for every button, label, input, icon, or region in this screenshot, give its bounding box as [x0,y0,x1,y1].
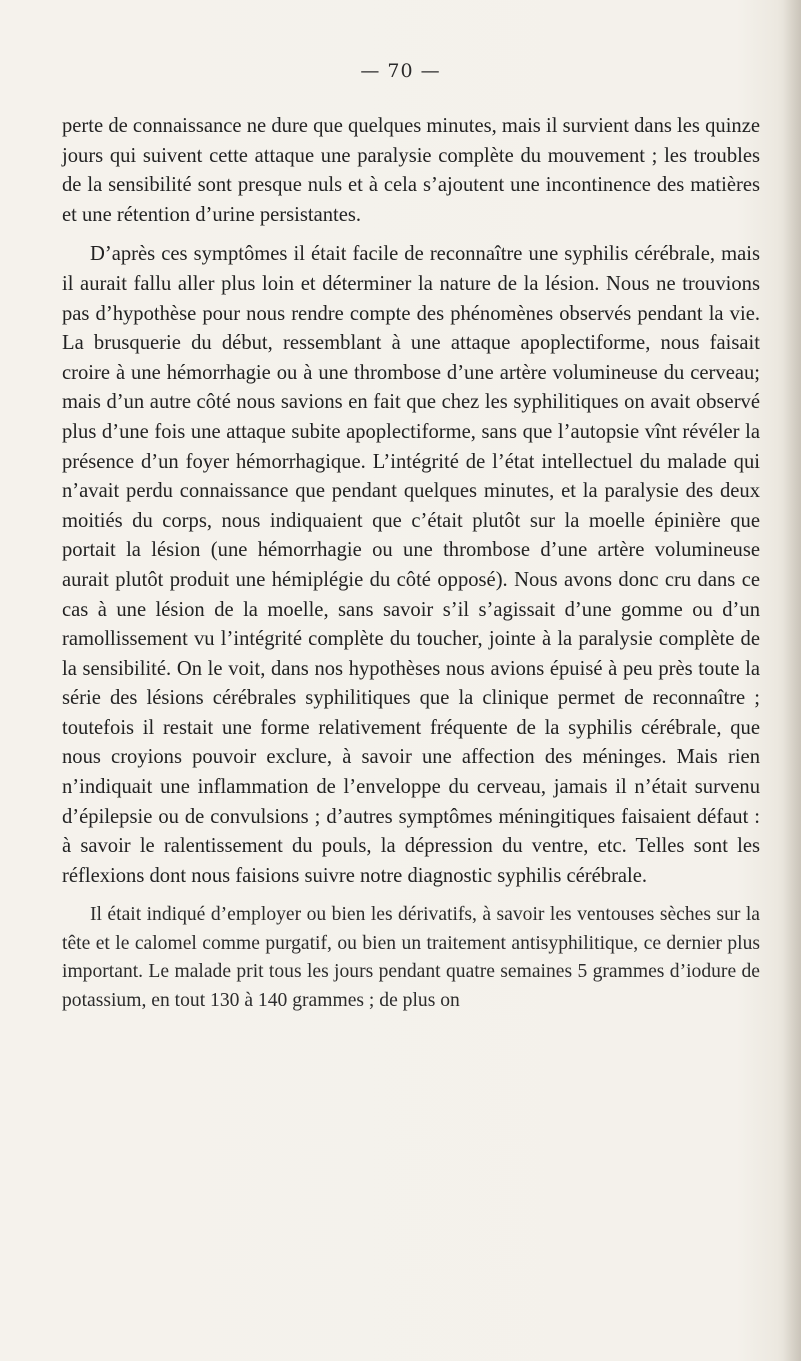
paragraph-1: perte de connaissance ne dure que quelques minutes, mais il survient dans les quinze jours qui suivent cette attaque une paralysie complète du mouvement ; les troubles de la sensibilité sont presque nuls et à cela s’ajoutent une incontinence des matières et une rétention d’urine persistantes. [62,115,760,226]
page-edge-shadow [783,0,801,1361]
paragraph-3: Il était indiqué d’employer ou bien les dérivatifs, à savoir les ventouses sèches sur la tête et le calomel comme purgatif, ou bien un traitement antisyphilitique, ce dernier plus important. Le malade prit tous les jours pendant quatre semaines 5 grammes d’iodure de potassium, en tout 130 à 140 grammes ; de plus on [62,904,760,1011]
body-text [62,112,760,1015]
page-number: — 70 — [360,60,441,82]
paragraph-2: D’après ces symptômes il était facile de reconnaître une syphilis cérébrale, mais il aurait fallu aller plus loin et déterminer la nature de la lésion. Nous ne trouvions pas d’hypothèse pour nous rendre compte des phénomènes observés pendant la vie. La brusquerie du début, ressemblant à une attaque apoplectiforme, nous faisait croire à une hémorrhagie ou à une thrombose d’une artère volumineuse du cerveau; mais d’un autre côté nous savions en fait que chez les syphilitiques on avait observé plus d’une fois une attaque subite apoplectiforme, sans que l’autopsie vînt révéler la présence d’un foyer hémorrhagique. L’intégrité de l’état intellectuel du malade qui n’avait perdu connaissance que pendant quelques minutes, et la paralysie des deux moitiés du corps, nous indiquaient que c’était plutôt sur la moelle épinière que portait la lésion (une hémorrhagie ou une thrombose d’une artère volumineuse aurait plutôt produit une hémiplégie du côté opposé). Nous avons donc cru dans ce cas à une lésion de la moelle, sans savoir s’il s’agissait d’une gomme ou d’un ramollissement vu l’intégrité complète du toucher, jointe à la paralysie complète de la sensibilité. On le voit, dans nos hypothèses nous avions épuisé à peu près toute la série des lésions cérébrales syphilitiques que la clinique permet de reconnaître ; toutefois il restait une forme relativement fréquente de la syphilis cérébrale, que nous croyions pouvoir exclure, à savoir une affection des méninges. Mais rien n’indiquait une inflammation de l’enveloppe du cerveau, jamais il n’était survenu d’épilepsie ou de convulsions ; d’autres symptômes méningitiques faisaient défaut : à savoir le ralentissement du pouls, la dépression du ventre, etc. Telles sont les réflexions dont nous faisions suivre notre diagnostic syphilis cérébrale. [62,243,760,887]
